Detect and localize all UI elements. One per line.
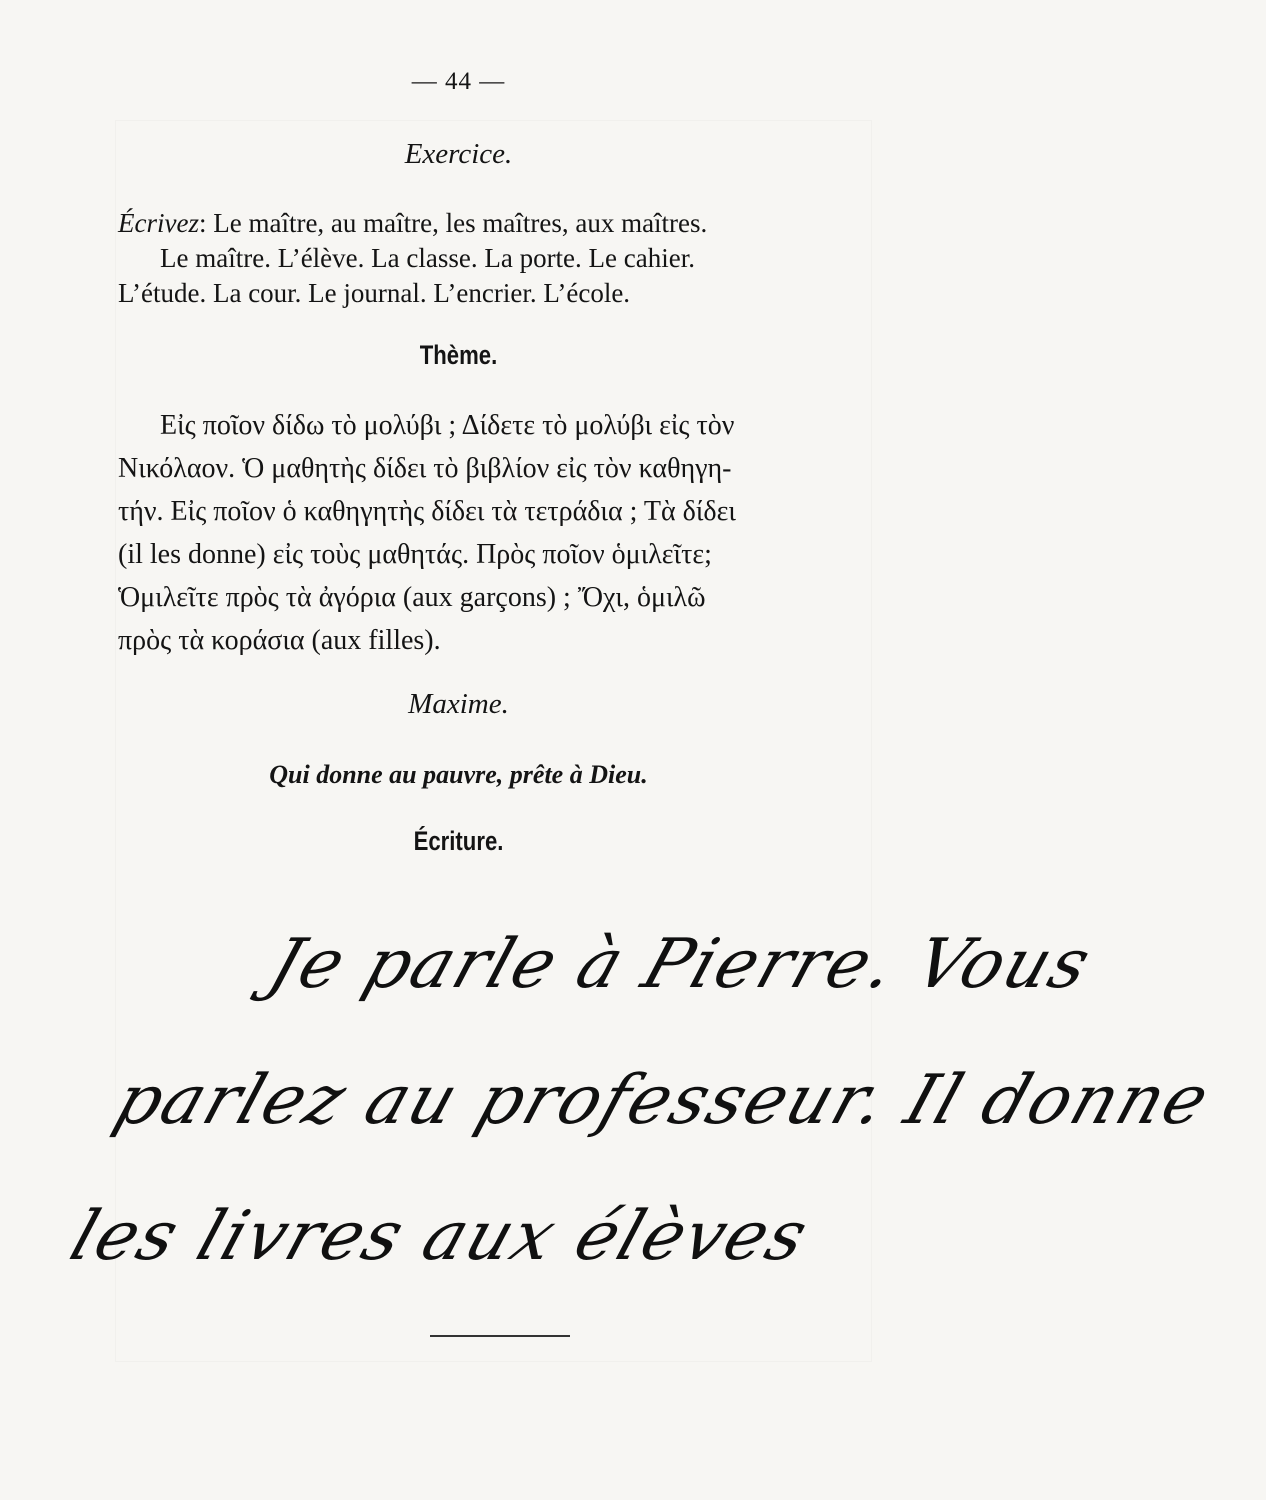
handwriting-line-2: parlez au professeur. Il donne (105, 1061, 1220, 1140)
maxim-heading: Maxime. (408, 688, 509, 720)
theme-line: Νικόλαον. Ὁ μαθητὴς δίδει τὸ βιβλίον εἰς τὸν καθηγη- (118, 453, 732, 484)
exercise-block (118, 206, 870, 311)
exercise-text: Le maître, au maître, les maîtres, aux maîtres. (213, 208, 708, 238)
theme-heading: Thème. (419, 340, 498, 370)
theme-line: τήν. Εἰς ποῖον ὁ καθηγητὴς δίδει τὰ τετράδια ; Τὰ δίδει (118, 496, 736, 527)
theme-line: πρὸς τὰ κοράσια (aux filles). (118, 625, 441, 656)
exercise-label: Écrivez (118, 208, 199, 238)
handwriting-sample (59, 920, 1220, 1282)
handwriting-line-3: les livres aux élèves (61, 1197, 819, 1276)
writing-heading: Écriture. (413, 826, 504, 856)
closing-rule (430, 1335, 570, 1337)
theme-line: (il les donne) εἰς τοὺς μαθητάς. Πρὸς ποῖον ὁμιλεῖτε; (118, 539, 712, 570)
colon: : (198, 208, 214, 238)
handwriting-line-1: Je parle à Pierre. Vous (259, 925, 1102, 1004)
theme-line: Ὁμιλεῖτε πρὸς τὰ ἀγόρια (aux garçons) ; Ὄχι, ὁμιλῶ (118, 582, 706, 613)
exercise-line-3: L’étude. La cour. Le journal. L’encrier. L’école. (118, 278, 631, 308)
page-number: — 44 — (411, 68, 506, 95)
theme-line: Εἰς ποῖον δίδω τὸ μολύβι ; Δίδετε τὸ μολύβι εἰς τὸν (160, 410, 735, 441)
maxim-text: Qui donne au pauvre, prête à Dieu. (269, 760, 648, 789)
theme-text (118, 404, 870, 662)
exercise-heading: Exercice. (404, 138, 513, 170)
exercise-line-1 (118, 206, 870, 241)
exercise-line-2: Le maître. L’élève. La classe. La porte. Le cahier. (160, 243, 695, 273)
